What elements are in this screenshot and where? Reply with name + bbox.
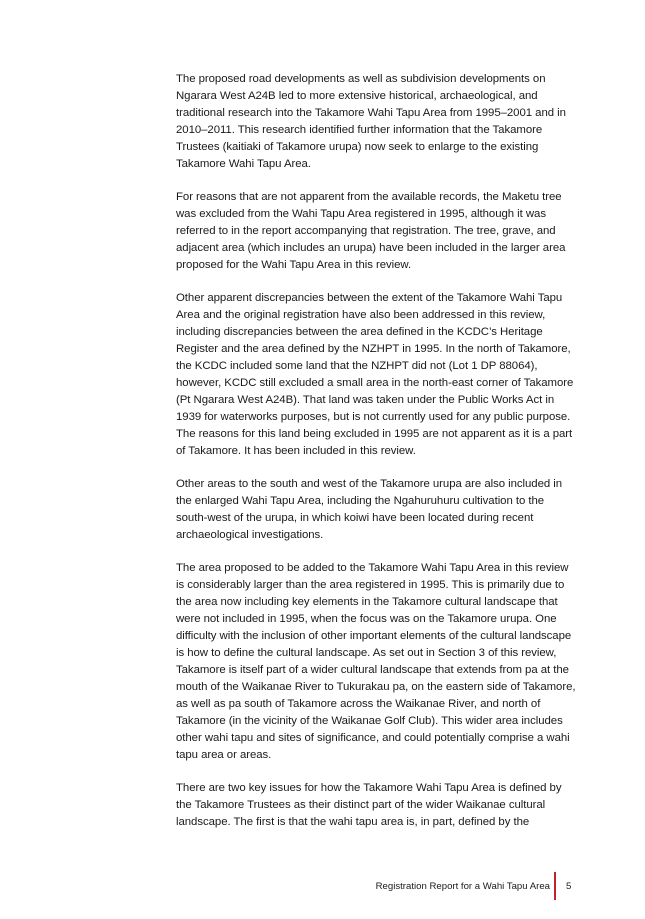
paragraph-5: The area proposed to be added to the Takamore Wahi Tapu Area in this review is considerably larger than the area registered in 1995. This is primarily due to the area now including key elements in the Takamore cultural landscape that were not included in 1995, when the focus was on the Takamore urupa. One difficulty with the inclusion of other important elements of the cultural landscape is how to define the cultural landscape. As set out in Section 3 of this review, Takamore is itself part of a wider cultural landscape that extends from pa at the mouth of the Waikanae River to Tukurakau pa, on the eastern side of Takamore, as well as pa south of Takamore across the Waikanae River, and north of Takamore (in the vicinity of the Waikanae Golf Club). This wider area includes other wahi tapu and sites of significance, and could potentially comprise a wahi tapu area or areas.	[176, 562, 576, 761]
paragraph-3: Other apparent discrepancies between the extent of the Takamore Wahi Tapu Area and the original registration have also been addressed in this review, including discrepancies between the area defined in the KCDC’s Heritage Register and the area defined by the NZHPT in 1995. In the north of Takamore, the KCDC included some land that the NZHPT did not (Lot 1 DP 88064), however, KCDC still excluded a small area in the north-east corner of Takamore (Pt Ngarara West A24B). That land was taken under the Public Works Act in 1939 for waterworks purposes, but is not currently used for any public purpose. The reasons for this land being excluded in 1995 are not apparent as it is a part of Takamore. It has been included in this review.	[176, 292, 574, 457]
footer-report-title: Registration Report for a Wahi Tapu Area	[375, 881, 550, 892]
page-number: 5	[566, 881, 572, 892]
page-footer	[0, 878, 645, 898]
footer-divider	[554, 872, 556, 900]
paragraph-4: Other areas to the south and west of the Takamore urupa are also included in the enlarged Wahi Tapu Area, including the Ngahuruhuru cultivation to the south-west of the urupa, in which koiwi have been located during recent archaeological investigations.	[176, 478, 563, 541]
body-text	[176, 71, 576, 847]
paragraph-6: There are two key issues for how the Takamore Wahi Tapu Area is defined by the Takamore Trustees as their distinct part of the wider Waikanae cultural landscape. The first is that the wahi tapu area is, in part, defined by the	[176, 782, 562, 828]
paragraph-1: The proposed road developments as well as subdivision developments on Ngarara West A24B led to more extensive historical, archaeological, and traditional research into the Takamore Wahi Tapu Area from 1995–2001 and in 2010–2011. This research identified further information that the Takamore Trustees (kaitiaki of Takamore urupa) now seek to enlarge to the existing Takamore Wahi Tapu Area.	[176, 73, 566, 170]
paragraph-2: For reasons that are not apparent from the available records, the Maketu tree was excluded from the Wahi Tapu Area registered in 1995, although it was referred to in the report accompanying that registration. The tree, grave, and adjacent area (which includes an urupa) have been included in the larger area proposed for the Wahi Tapu Area in this review.	[176, 191, 566, 271]
